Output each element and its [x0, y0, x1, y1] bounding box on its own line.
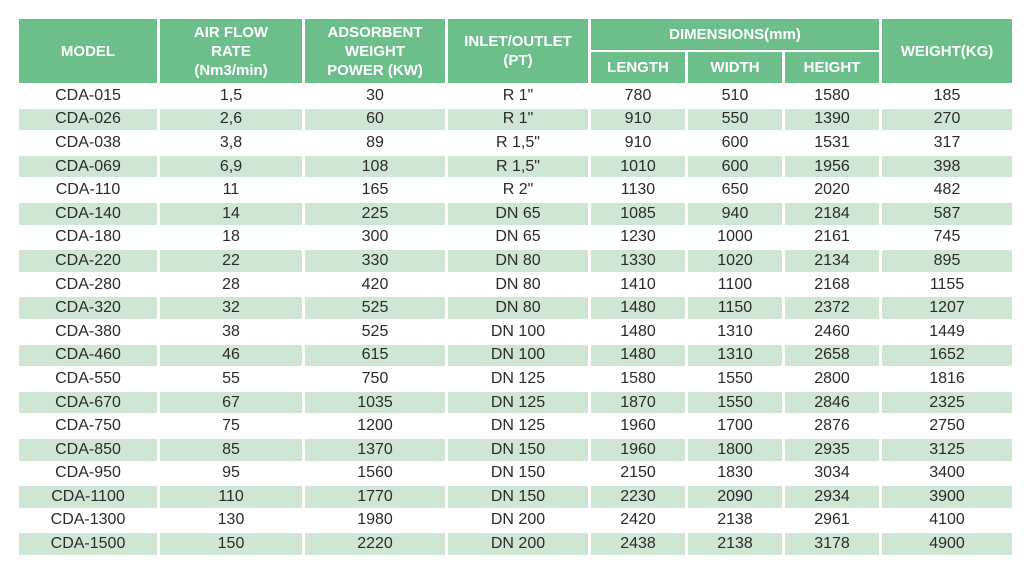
cell-air-flow: 95 [160, 463, 302, 485]
table-row [19, 533, 1012, 555]
cell-model: CDA-750 [19, 415, 157, 437]
cell-model: CDA-180 [19, 227, 157, 249]
cell-adsorbent: 1560 [305, 463, 445, 485]
header-adsorbent [305, 19, 445, 83]
cell-weight: 895 [882, 250, 1012, 272]
cell-weight: 1652 [882, 345, 1012, 367]
cell-weight: 3900 [882, 486, 1012, 508]
cell-inlet: R 1,5" [448, 132, 588, 154]
cell-length: 2230 [591, 486, 685, 508]
cell-height: 2934 [785, 486, 879, 508]
cell-adsorbent: 60 [305, 109, 445, 131]
table-row [19, 250, 1012, 272]
cell-inlet: DN 65 [448, 203, 588, 225]
header-width: WIDTH [688, 52, 782, 83]
cell-inlet: DN 125 [448, 368, 588, 390]
cell-air-flow: 22 [160, 250, 302, 272]
cell-model: CDA-550 [19, 368, 157, 390]
cell-model: CDA-026 [19, 109, 157, 131]
cell-width: 550 [688, 109, 782, 131]
cell-air-flow: 2,6 [160, 109, 302, 131]
cell-model: CDA-380 [19, 321, 157, 343]
cell-air-flow: 85 [160, 439, 302, 461]
cell-adsorbent: 330 [305, 250, 445, 272]
cell-inlet: DN 150 [448, 439, 588, 461]
cell-length: 2438 [591, 533, 685, 555]
cell-length: 2150 [591, 463, 685, 485]
table-row [19, 203, 1012, 225]
cell-length: 1960 [591, 439, 685, 461]
table-row [19, 321, 1012, 343]
cell-model: CDA-280 [19, 274, 157, 296]
cell-weight: 1816 [882, 368, 1012, 390]
table-row [19, 368, 1012, 390]
cell-length: 1480 [591, 345, 685, 367]
cell-height: 2658 [785, 345, 879, 367]
cell-length: 2420 [591, 510, 685, 532]
header-air-flow-line2: RATE [211, 42, 251, 60]
cell-width: 1550 [688, 392, 782, 414]
cell-weight: 185 [882, 85, 1012, 107]
cell-weight: 2325 [882, 392, 1012, 414]
cell-width: 1150 [688, 297, 782, 319]
table-row [19, 227, 1012, 249]
cell-adsorbent: 225 [305, 203, 445, 225]
header-adsorbent-line2: WEIGHT [345, 42, 405, 60]
table-row [19, 179, 1012, 201]
cell-inlet: DN 80 [448, 274, 588, 296]
cell-height: 1956 [785, 156, 879, 178]
header-air-flow-line1: AIR FLOW [193, 23, 269, 41]
header-inlet-outlet [448, 19, 588, 83]
cell-width: 1830 [688, 463, 782, 485]
cell-weight: 1207 [882, 297, 1012, 319]
cell-air-flow: 1,5 [160, 85, 302, 107]
cell-adsorbent: 1770 [305, 486, 445, 508]
cell-air-flow: 75 [160, 415, 302, 437]
table-row [19, 109, 1012, 131]
cell-adsorbent: 300 [305, 227, 445, 249]
cell-length: 1870 [591, 392, 685, 414]
cell-weight: 317 [882, 132, 1012, 154]
table-row [19, 274, 1012, 296]
header-air-flow [160, 19, 302, 83]
cell-height: 2935 [785, 439, 879, 461]
table-row [19, 132, 1012, 154]
table-header [19, 19, 1012, 83]
cell-height: 2161 [785, 227, 879, 249]
cell-length: 1230 [591, 227, 685, 249]
cell-weight: 482 [882, 179, 1012, 201]
cell-inlet: R 1" [448, 109, 588, 131]
cell-width: 940 [688, 203, 782, 225]
cell-length: 1330 [591, 250, 685, 272]
cell-model: CDA-015 [19, 85, 157, 107]
cell-air-flow: 28 [160, 274, 302, 296]
cell-width: 1100 [688, 274, 782, 296]
cell-length: 1580 [591, 368, 685, 390]
cell-air-flow: 6,9 [160, 156, 302, 178]
cell-length: 1410 [591, 274, 685, 296]
header-weight: WEIGHT(KG) [882, 19, 1012, 83]
table-row [19, 415, 1012, 437]
cell-adsorbent: 30 [305, 85, 445, 107]
cell-air-flow: 11 [160, 179, 302, 201]
cell-width: 1700 [688, 415, 782, 437]
cell-air-flow: 67 [160, 392, 302, 414]
cell-height: 2184 [785, 203, 879, 225]
cell-height: 2876 [785, 415, 879, 437]
cell-air-flow: 130 [160, 510, 302, 532]
spec-table-container [16, 17, 1004, 557]
header-adsorbent-line1: ADSORBENT [327, 23, 423, 41]
cell-inlet: DN 65 [448, 227, 588, 249]
header-height: HEIGHT [785, 52, 879, 83]
cell-air-flow: 14 [160, 203, 302, 225]
table-row [19, 297, 1012, 319]
cell-inlet: DN 125 [448, 415, 588, 437]
cell-weight: 398 [882, 156, 1012, 178]
cell-weight: 745 [882, 227, 1012, 249]
cell-height: 2846 [785, 392, 879, 414]
cell-inlet: DN 100 [448, 321, 588, 343]
cell-height: 1580 [785, 85, 879, 107]
cell-width: 1020 [688, 250, 782, 272]
cell-model: CDA-320 [19, 297, 157, 319]
cell-width: 510 [688, 85, 782, 107]
cell-height: 2961 [785, 510, 879, 532]
cell-adsorbent: 615 [305, 345, 445, 367]
cell-model: CDA-460 [19, 345, 157, 367]
cell-air-flow: 150 [160, 533, 302, 555]
cell-air-flow: 32 [160, 297, 302, 319]
cell-weight: 4100 [882, 510, 1012, 532]
cell-width: 1000 [688, 227, 782, 249]
header-dimensions: DIMENSIONS(mm) [591, 19, 879, 50]
cell-height: 2020 [785, 179, 879, 201]
table-row [19, 486, 1012, 508]
cell-inlet: R 1" [448, 85, 588, 107]
table-row [19, 463, 1012, 485]
cell-height: 1531 [785, 132, 879, 154]
header-model: MODEL [19, 19, 157, 83]
cell-air-flow: 55 [160, 368, 302, 390]
cell-air-flow: 46 [160, 345, 302, 367]
cell-weight: 1449 [882, 321, 1012, 343]
cell-length: 1960 [591, 415, 685, 437]
cell-width: 2138 [688, 510, 782, 532]
cell-adsorbent: 165 [305, 179, 445, 201]
cell-height: 2460 [785, 321, 879, 343]
spec-table [16, 17, 1015, 557]
header-inlet-line1: INLET/OUTLET [464, 33, 572, 50]
cell-width: 1310 [688, 321, 782, 343]
cell-length: 1010 [591, 156, 685, 178]
cell-adsorbent: 2220 [305, 533, 445, 555]
cell-height: 2168 [785, 274, 879, 296]
cell-length: 1085 [591, 203, 685, 225]
table-row [19, 392, 1012, 414]
cell-inlet: DN 80 [448, 250, 588, 272]
cell-air-flow: 18 [160, 227, 302, 249]
cell-length: 1480 [591, 321, 685, 343]
cell-inlet: DN 150 [448, 463, 588, 485]
cell-weight: 4900 [882, 533, 1012, 555]
cell-adsorbent: 108 [305, 156, 445, 178]
cell-height: 2372 [785, 297, 879, 319]
cell-inlet: DN 80 [448, 297, 588, 319]
cell-width: 2090 [688, 486, 782, 508]
cell-adsorbent: 1980 [305, 510, 445, 532]
cell-weight: 1155 [882, 274, 1012, 296]
header-length: LENGTH [591, 52, 685, 83]
cell-inlet: R 2" [448, 179, 588, 201]
cell-width: 600 [688, 132, 782, 154]
cell-weight: 587 [882, 203, 1012, 225]
cell-model: CDA-038 [19, 132, 157, 154]
cell-model: CDA-670 [19, 392, 157, 414]
table-row [19, 345, 1012, 367]
cell-model: CDA-069 [19, 156, 157, 178]
cell-length: 1130 [591, 179, 685, 201]
cell-model: CDA-950 [19, 463, 157, 485]
cell-inlet: DN 200 [448, 510, 588, 532]
cell-air-flow: 110 [160, 486, 302, 508]
cell-adsorbent: 750 [305, 368, 445, 390]
cell-model: CDA-110 [19, 179, 157, 201]
table-row [19, 85, 1012, 107]
table-row [19, 439, 1012, 461]
cell-adsorbent: 1370 [305, 439, 445, 461]
cell-model: CDA-1100 [19, 486, 157, 508]
header-adsorbent-line3: POWER (KW) [327, 61, 423, 79]
cell-length: 780 [591, 85, 685, 107]
cell-height: 3034 [785, 463, 879, 485]
cell-model: CDA-1300 [19, 510, 157, 532]
cell-width: 2138 [688, 533, 782, 555]
cell-length: 910 [591, 132, 685, 154]
cell-adsorbent: 420 [305, 274, 445, 296]
cell-height: 2134 [785, 250, 879, 272]
cell-weight: 270 [882, 109, 1012, 131]
cell-length: 1480 [591, 297, 685, 319]
cell-inlet: DN 200 [448, 533, 588, 555]
table-body [19, 85, 1012, 555]
table-row [19, 510, 1012, 532]
cell-height: 3178 [785, 533, 879, 555]
cell-adsorbent: 1035 [305, 392, 445, 414]
cell-width: 1550 [688, 368, 782, 390]
cell-inlet: DN 150 [448, 486, 588, 508]
cell-height: 2800 [785, 368, 879, 390]
cell-weight: 3400 [882, 463, 1012, 485]
header-air-flow-line3: (Nm3/min) [194, 61, 268, 79]
cell-model: CDA-1500 [19, 533, 157, 555]
cell-width: 600 [688, 156, 782, 178]
cell-model: CDA-850 [19, 439, 157, 461]
cell-model: CDA-220 [19, 250, 157, 272]
cell-width: 650 [688, 179, 782, 201]
cell-adsorbent: 525 [305, 321, 445, 343]
cell-adsorbent: 89 [305, 132, 445, 154]
cell-adsorbent: 525 [305, 297, 445, 319]
cell-inlet: R 1,5" [448, 156, 588, 178]
cell-width: 1800 [688, 439, 782, 461]
cell-air-flow: 38 [160, 321, 302, 343]
cell-length: 910 [591, 109, 685, 131]
cell-model: CDA-140 [19, 203, 157, 225]
cell-weight: 3125 [882, 439, 1012, 461]
cell-weight: 2750 [882, 415, 1012, 437]
header-inlet-line2: (PT) [503, 52, 533, 69]
cell-adsorbent: 1200 [305, 415, 445, 437]
cell-width: 1310 [688, 345, 782, 367]
cell-air-flow: 3,8 [160, 132, 302, 154]
table-row [19, 156, 1012, 178]
cell-height: 1390 [785, 109, 879, 131]
cell-inlet: DN 100 [448, 345, 588, 367]
cell-inlet: DN 125 [448, 392, 588, 414]
